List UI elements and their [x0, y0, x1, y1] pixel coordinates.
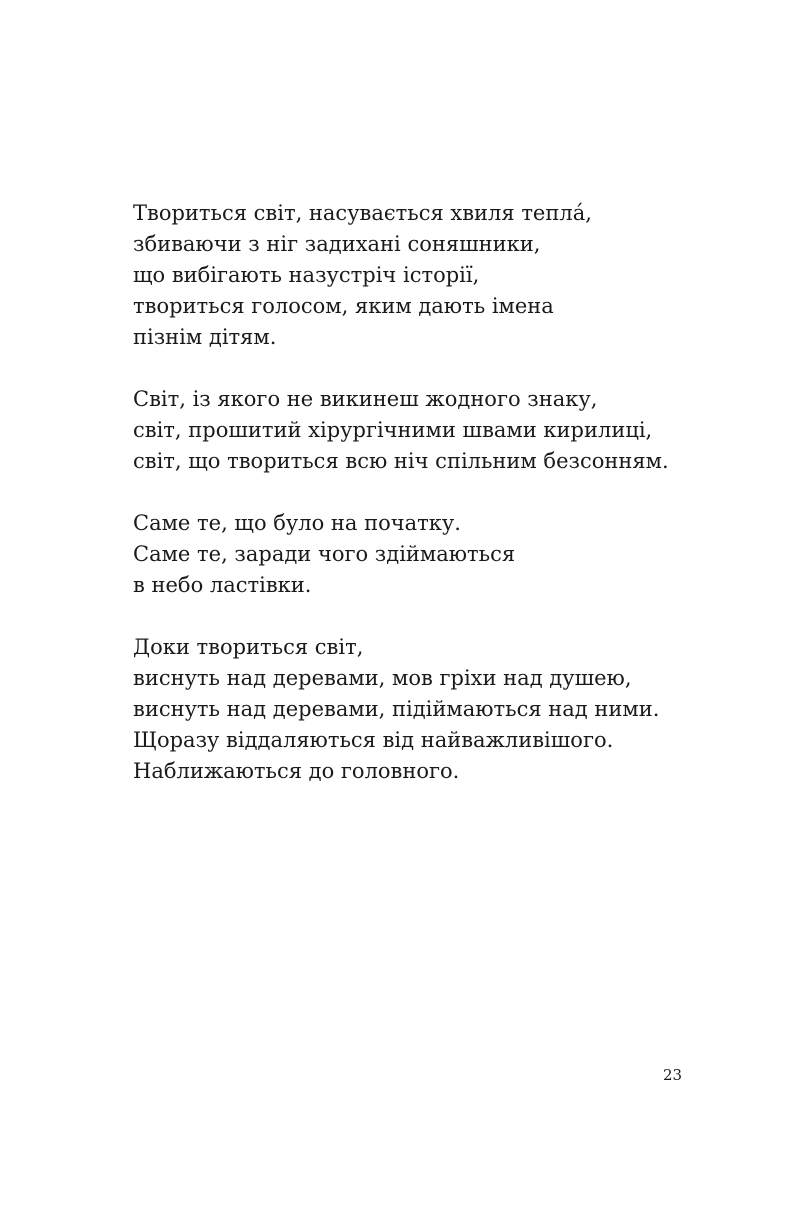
poem-line: Наближаються до головного. [133, 759, 460, 783]
poem-line: Твориться світ, насувається хвиля теплá, [133, 201, 592, 225]
poem-line: Доки твориться світ, [133, 635, 364, 659]
poem-line: виснуть над деревами, мов гріхи над душею, [133, 666, 632, 690]
poem-line: Щоразу віддаляються від найважливішого. [133, 728, 614, 752]
poem-line: виснуть над деревами, підіймаються над ними. [133, 697, 660, 721]
poem-line: в небо ластівки. [133, 573, 312, 597]
poem-line: збиваючи з ніг задихані соняшники, [133, 232, 541, 256]
poem-text [133, 198, 753, 818]
stanza-3 [133, 508, 753, 601]
poem-line: що вибігають назустріч історії, [133, 263, 480, 287]
stanza-1 [133, 198, 753, 353]
poem-line: Саме те, заради чого здіймаються [133, 542, 516, 566]
page-number: 23 [663, 1066, 683, 1084]
stanza-2 [133, 384, 753, 477]
poem-line: Світ, із якого не викинеш жодного знаку, [133, 387, 598, 411]
poem-line: світ, прошитий хірургічними швами кирилиці, [133, 418, 653, 442]
poem-line: твориться голосом, яким дають імена [133, 294, 554, 318]
stanza-4 [133, 632, 753, 787]
poem-line: Саме те, що було на початку. [133, 511, 461, 535]
poem-line: світ, що твориться всю ніч спільним безсонням. [133, 449, 669, 473]
poem-line: пізнім дітям. [133, 325, 277, 349]
